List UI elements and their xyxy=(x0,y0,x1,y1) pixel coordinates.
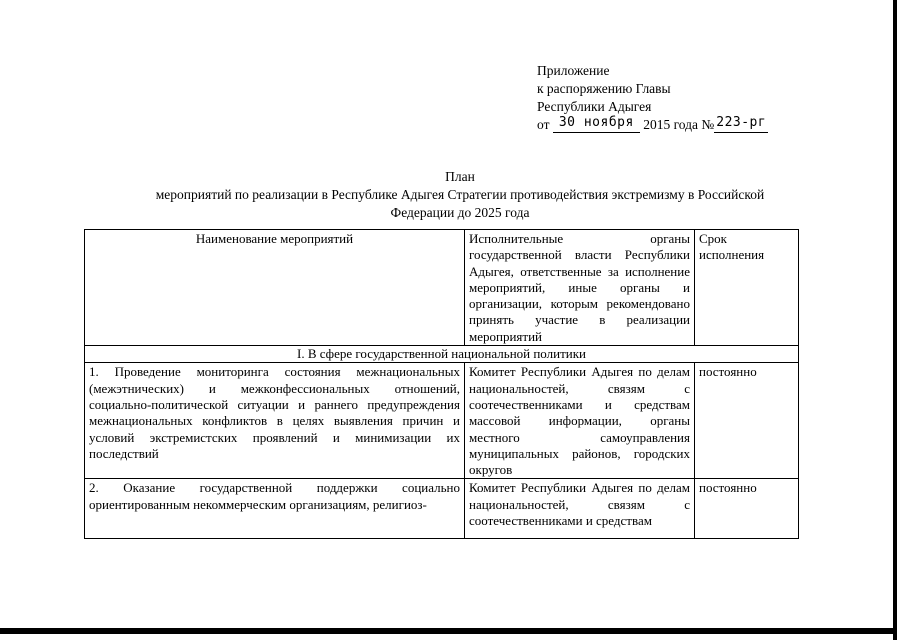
document-title xyxy=(110,168,810,222)
date-prefix: от xyxy=(537,117,550,132)
activity-cell: 1. Проведение мониторинга состояния межнациональных (межэтнических) и межконфессиональных отношений, социально-политической ситуации и раннего предупреждения межнациональных конфликтов в целях выявления причин и условий экстремистских проявлений и минимизации их последствий xyxy=(85,363,465,479)
executors-cell: Комитет Республики Адыгея по делам национальностей, связям с соотечественниками и средствам массовой информации, органы местного самоуправления муниципальных районов, городских округов xyxy=(465,363,695,479)
appendix-line-1: Приложение xyxy=(537,63,610,78)
activity-text: 2. Оказание государственной поддержки социально ориентированным некоммерческим организациям, религиоз- xyxy=(89,480,460,512)
appendix-line-3: Республики Адыгея xyxy=(537,99,652,114)
table-row xyxy=(85,479,799,539)
section-heading: I. В сфере государственной национальной политики xyxy=(85,346,799,363)
appendix-line-2: к распоряжению Главы xyxy=(537,81,671,96)
term-cell: постоянно xyxy=(695,479,799,539)
header-executors: Исполнительные органы государственной власти Республики Адыгея, ответственные за исполнение мероприятий, иные органы и организации, которым рекомендовано принять участие в реализации мероприятий xyxy=(465,230,695,346)
page-edge-bottom xyxy=(0,628,897,634)
handwritten-number: 223-рг xyxy=(714,114,768,133)
appendix-date-line xyxy=(537,116,768,136)
page-edge-right xyxy=(893,0,897,640)
header-term: Срок исполнения xyxy=(695,230,799,346)
executors-cell xyxy=(465,479,695,539)
table-header-row xyxy=(85,230,799,346)
title-line-1: План xyxy=(445,169,475,184)
table-row xyxy=(85,363,799,479)
header-activities: Наименование мероприятий xyxy=(85,230,465,346)
title-line-2: мероприятий по реализации в Республике Адыгея Стратегии противодействия экстремизму в Российской xyxy=(155,187,765,202)
section-row xyxy=(85,346,799,363)
plan-table xyxy=(84,229,799,539)
handwritten-date: 30 ноября xyxy=(553,114,640,133)
executors-text: Комитет Республики Адыгея по делам национальностей, связям с соотечественниками и средствам xyxy=(469,480,690,529)
term-cell: постоянно xyxy=(695,363,799,479)
activity-cell xyxy=(85,479,465,539)
title-line-3: Федерации до 2025 года xyxy=(390,205,530,220)
date-suffix: 2015 года № xyxy=(643,117,715,132)
appendix-block xyxy=(537,62,768,136)
